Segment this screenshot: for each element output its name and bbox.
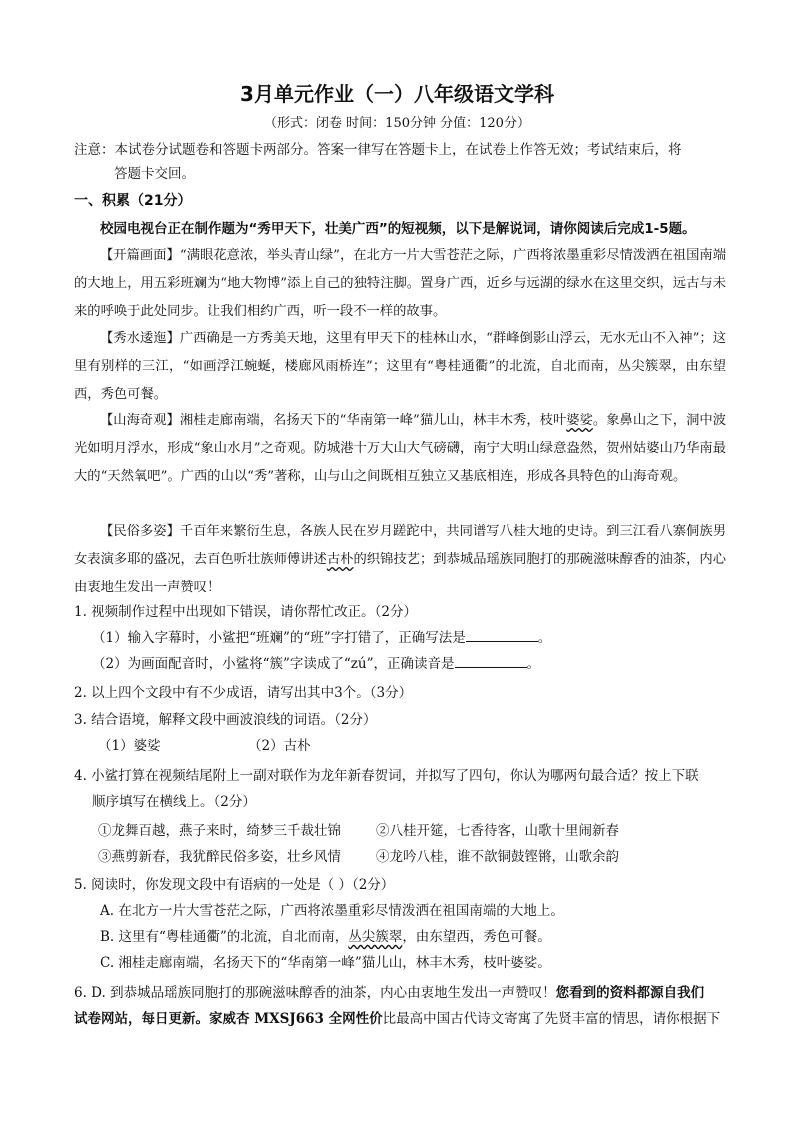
question-5 bbox=[74, 872, 724, 976]
option-1: ①龙舞百越，燕子来时，绮梦三千裁壮锦 bbox=[98, 823, 341, 839]
question-4-options-row-2 bbox=[74, 844, 724, 870]
answer-blank[interactable] bbox=[455, 653, 527, 668]
question-5-stem: 5. 阅读时，你发现文段中有语病的一处是（ ）（2分） bbox=[74, 877, 395, 893]
choice-b bbox=[74, 924, 724, 950]
wavy-word-posuo: 婆娑 bbox=[566, 413, 593, 428]
lead-instruction: 校园电视台正在制作题为“秀甲天下，壮美广西”的短视频，以下是解说词，请你阅读后完成1-5题。 bbox=[100, 221, 696, 237]
page-title: 3月单元作业（一）八年级语文学科 bbox=[240, 82, 554, 106]
choice-b-text: ，由东望西，秀色可餐。 bbox=[402, 929, 551, 945]
passage-water: 【秀水逶迤】广西确是一方秀美天地，这里有甲天下的桂林山水，“群峰倒影山浮云，无水无山不入神”；这里有别样的三江，“如画浮江蜿蜒，楼廊风雨桥连”；这里有“粤桂通衢”的北流，自北而南，丛尖簇翠，由东望西，秀色可餐。 bbox=[74, 331, 726, 402]
choice-a: A. 在北方一片大雪苍茫之际，广西将浓墨重彩尽情泼洒在祖国南端的大地上。 bbox=[100, 903, 564, 919]
question-4 bbox=[74, 763, 724, 870]
option-4: ④龙吟八桂，谁不歆铜鼓铿锵，山歌余韵 bbox=[376, 849, 619, 865]
notice-line-1: 注意：本试卷分试题卷和答题卡两部分。答案一律写在答题卡上，在试卷上作答无效；考试结束后，将 bbox=[74, 142, 682, 158]
ad-text: 试卷网站，每日更新。家威杏 MXSJ663 全网性价 bbox=[74, 1011, 383, 1027]
passage-customs bbox=[74, 518, 726, 602]
question-1-part-1 bbox=[74, 625, 724, 651]
question-4-stem-cont: 顺序填写在横线上。（2分） bbox=[92, 794, 256, 810]
section-heading: 一、积累（21分） bbox=[74, 193, 192, 209]
question-1-part-2 bbox=[74, 651, 724, 677]
answer-blank[interactable] bbox=[466, 627, 538, 642]
wavy-word-gupu: 古朴 bbox=[326, 552, 354, 567]
question-4-stem: 4. 小鲨打算在视频结尾附上一副对联作为龙年新春贺词，并拟写了四句，你认为哪两句最合适？按上下联 bbox=[74, 768, 699, 784]
question-6-line-1 bbox=[74, 980, 724, 1006]
question-3-stem: 3. 结合语境，解释文段中画波浪线的词语。（2分） bbox=[74, 712, 377, 728]
passage-opening: 【开篇画面】“满眼花意浓，举头青山绿”，在北方一片大雪苍茫之际，广西将浓墨重彩尽情泼洒在祖国南端的大地上，用五彩班斓为“地大物博”添上自己的独特注脚。置身广西，近乡与远湖的绿水在这里交织，远古与未来的呼唤于此处同步。让我们相约广西，听一段不一样的故事。 bbox=[74, 248, 726, 319]
question-1 bbox=[74, 599, 724, 677]
choice-c: C. 湘桂走廊南端，名扬天下的“华南第一峰”猫儿山，林丰木秀，枝叶婆娑。 bbox=[100, 955, 551, 971]
exam-info: （形式：闭卷 时间：150分钟 分值：120分） bbox=[264, 116, 530, 131]
wavy-phrase: 丛尖簇翠 bbox=[348, 929, 403, 945]
question-1-part-2-text: （2）为画面配音时，小鲨将“簇”字读成了“zú”，正确读音是 bbox=[92, 656, 455, 672]
term-gupu: （2）古朴 bbox=[248, 738, 311, 754]
passage-text: 的织锦技艺；到恭城品瑶族同胞打的那碗滋味醇香的油茶，内心由衷地生发出一声赞叹！ bbox=[74, 552, 727, 595]
passage-text: 【民俗多姿】千百年来繁衍生息，各族人民在岁月蹉跎中，共同谱写八桂大地的史诗。到三江看八寨侗族男女表演多耶的盛况，去百色听壮族师傅讲述 bbox=[74, 524, 726, 567]
ad-text: 您看到的资料都源自我们 bbox=[555, 985, 705, 1001]
choice-d: 6. D. 到恭城品瑶族同胞打的那碗滋味醇香的油茶，内心由衷地生发出一声赞叹！ bbox=[74, 985, 556, 1001]
notice-line-2: 答题卡交回。 bbox=[114, 166, 195, 182]
question-3-items bbox=[74, 733, 724, 759]
passage-mountains bbox=[74, 407, 726, 491]
option-2: ②八桂开筵，七香待客，山歌十里闹新春 bbox=[376, 823, 619, 839]
choice-b-text: B. 这里有“粤桂通衢”的北流，自北而南， bbox=[100, 929, 349, 945]
term-posuo: （1）婆娑 bbox=[98, 738, 161, 754]
question-2: 2. 以上四个文段中有不少成语，请写出其中3个。（3分） bbox=[74, 685, 413, 701]
question-1-part-1-text: （1）输入字幕时，小鲨把“班斓”的“班”字打错了，正确写法是 bbox=[92, 630, 466, 646]
punct: 。 bbox=[526, 656, 541, 672]
question-6 bbox=[74, 980, 724, 1032]
question-3 bbox=[74, 707, 724, 759]
question-4-options-row-1 bbox=[74, 818, 724, 844]
notice bbox=[74, 138, 714, 186]
passage-text: 。象鼻山之下，洞中波光如明月浮水，形成“象山水月”之奇观。防城港十万大山大气磅礴，南宁大明山绿意盎然，贺州姑婆山乃华南最大的“天然氧吧”。广西的山以“秀”著称，山与山之间既相互独立又基底相连，形成各具特色的山海奇观。 bbox=[74, 413, 726, 484]
question-1-stem: 1. 视频制作过程中出现如下错误，请你帮忙改正。（2分） bbox=[74, 604, 418, 620]
option-3: ③燕剪新春，我犹醉民俗多姿，壮乡风情 bbox=[98, 849, 341, 865]
punct: 。 bbox=[537, 630, 552, 646]
passage-text: 【山海奇观】湘桂走廊南端，名扬天下的“华南第一峰”猫儿山，林丰木秀，枝叶 bbox=[100, 413, 567, 428]
question-6-text: 比最高中国古代诗文寄寓了先贤丰富的情思，请你根据下 bbox=[382, 1011, 721, 1027]
question-6-line-2 bbox=[74, 1006, 724, 1032]
